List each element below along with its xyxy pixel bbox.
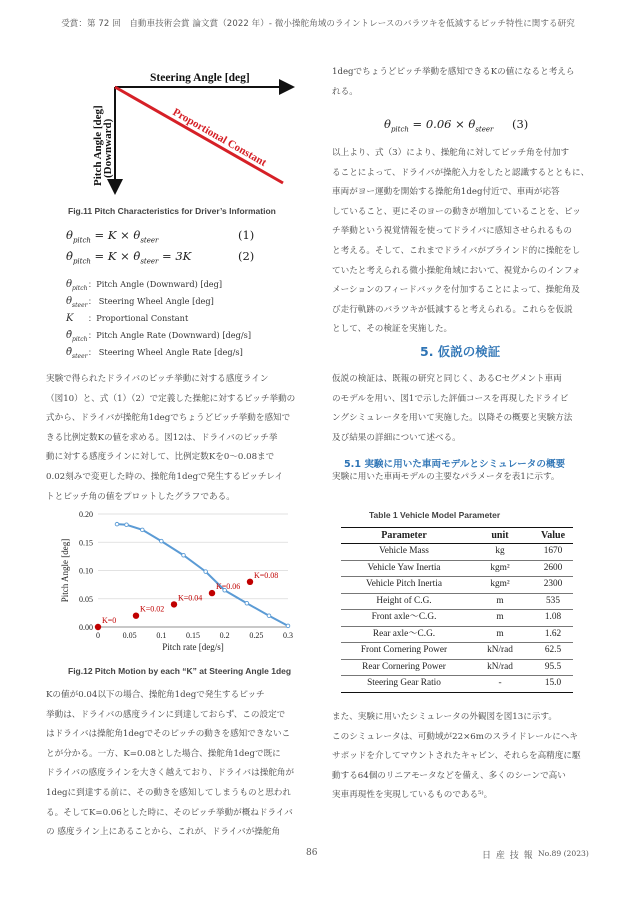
text-line: のモデルを用い、図1で示した評価コースを再現したドライビ bbox=[332, 393, 569, 404]
table-row bbox=[341, 577, 573, 594]
text-line: していること、更にそのヨーの動きが増加していることを、ピッ bbox=[332, 206, 581, 217]
table-cell: kg bbox=[467, 544, 533, 561]
right-paragraph-4 bbox=[332, 708, 594, 806]
sensitivity-point bbox=[125, 523, 129, 527]
table-cell: kN/rad bbox=[467, 643, 533, 660]
k-point-label: K=0 bbox=[102, 616, 117, 625]
table-cell: Vehicle Mass bbox=[341, 544, 467, 561]
table-header-row bbox=[341, 528, 573, 544]
table-cell: kN/rad bbox=[467, 659, 533, 676]
text-line: 式から、ドライバが操舵角1degでちょうどピッチ挙動を感知で bbox=[46, 413, 291, 424]
table-cell: - bbox=[467, 676, 533, 693]
section-5-title: 5. 仮説の検証 bbox=[420, 344, 501, 359]
sensitivity-point bbox=[286, 624, 290, 628]
text-line: 仮説の検証は、既報の研究と同じく、あるCセグメント車両 bbox=[332, 374, 562, 384]
k-point bbox=[247, 579, 253, 585]
fig11-line-label: Proportional Constant bbox=[170, 106, 269, 170]
page-number: 86 bbox=[306, 848, 318, 858]
journal-issue: No.89 (2023) bbox=[538, 849, 589, 858]
fig11-left-axis-label-1: Pitch Angle [deg] bbox=[92, 105, 104, 186]
sensitivity-point bbox=[160, 539, 164, 543]
table-cell: 535 bbox=[533, 593, 573, 610]
equation-2: $\thetȧ_{pitch} = K$ × $\thetȧ_{steer} = 3K$ bbox=[66, 249, 192, 266]
text-line: このシミュレータは、可動域が22×6mのスライドレールにヘキ bbox=[332, 731, 578, 742]
table-cell: Steering Gear Ratio bbox=[341, 676, 467, 693]
x-tick-label: 0.25 bbox=[249, 631, 264, 640]
table-cell: m bbox=[467, 626, 533, 643]
x-axis-label: Pitch rate [deg/s] bbox=[162, 642, 224, 652]
journal-name: 日 産 技 報 bbox=[482, 851, 534, 861]
k-point-label: K=0.04 bbox=[178, 593, 203, 603]
table-cell: m bbox=[467, 610, 533, 627]
text-line: メーションのフィードバックを付加することによって、操舵角及 bbox=[332, 285, 580, 296]
table-row bbox=[341, 659, 573, 676]
text-line: 実験で得られたドライバのピッチ挙動に対する感度ライン bbox=[46, 374, 269, 384]
variable-row: $\theta_{pitch}$：Pitch Angle (Downward) [deg] bbox=[66, 279, 223, 292]
text-line: 実験に用いた車両モデルの主要なパラメータを表1に示す。 bbox=[332, 472, 560, 482]
table-cell: 95.5 bbox=[533, 659, 573, 676]
table-header-cell: Parameter bbox=[341, 528, 467, 544]
table-row bbox=[341, 626, 573, 643]
k-point-label: K=0.06 bbox=[216, 582, 241, 592]
text-line: サポッドを介してマウントされたキャビン、それらを高精度に駆 bbox=[332, 751, 581, 762]
table-row bbox=[341, 676, 573, 693]
right-paragraph-3 bbox=[332, 468, 594, 488]
k-point-label: K=0.02 bbox=[140, 604, 165, 614]
table-cell: 2600 bbox=[533, 560, 573, 577]
fig12-chart bbox=[50, 500, 306, 660]
right-paragraph-0 bbox=[332, 63, 594, 102]
table-cell: m bbox=[467, 593, 533, 610]
vehicle-parameter-table bbox=[341, 527, 573, 693]
y-tick-label: 0.15 bbox=[79, 538, 93, 548]
fig11-diagram bbox=[88, 68, 298, 198]
table-header-cell: Value bbox=[533, 528, 573, 544]
table-header-cell: unit bbox=[467, 528, 533, 544]
text-line: きる比例定数Kの値を求める。図12は、ドライバのピッチ挙 bbox=[46, 432, 278, 443]
text-line: ドライバの感度ラインを大きく越えており、ドライバは操舵角が bbox=[46, 768, 295, 779]
equation-3: $\theta_{pitch} = 0.06 \times \theta_{steer}$ bbox=[384, 117, 494, 134]
text-line: Kの値が0.04以下の場合、操舵角1degで発生するピッチ bbox=[46, 690, 265, 700]
right-paragraph-2 bbox=[332, 370, 594, 448]
table-cell: Rear Cornering Power bbox=[341, 659, 467, 676]
variable-row: K ：Proportional Constant bbox=[66, 313, 189, 324]
k-point bbox=[171, 601, 177, 607]
table-row bbox=[341, 593, 573, 610]
table-row bbox=[341, 610, 573, 627]
running-header: 受賞：第 72 回 自動車技術会賞 論文賞（2022 年）- 微小操舵角域のライントレースのバラツキを低減するピッチ特性に関する研究 bbox=[61, 19, 575, 29]
text-line: 挙動は、ドライバの感度ラインに到達しておらず、この設定で bbox=[46, 709, 286, 720]
x-tick-label: 0 bbox=[96, 631, 100, 640]
text-line: の 感度ライン上にあることから、これが、ドライバが操舵角 bbox=[46, 827, 281, 838]
text-line: また、実験に用いたシミュレータの外観図を図13に示す。 bbox=[332, 712, 557, 722]
x-tick-label: 0.1 bbox=[156, 631, 167, 640]
text-line: トとピッチ角の値をプロットしたグラフである。 bbox=[46, 491, 235, 502]
fig11-proportional-line bbox=[115, 87, 283, 183]
sensitivity-point bbox=[267, 614, 271, 618]
table-cell: kgm² bbox=[467, 577, 533, 594]
table-cell: Front Cornering Power bbox=[341, 643, 467, 660]
y-tick-label: 0.10 bbox=[79, 566, 93, 576]
y-tick-label: 0.05 bbox=[79, 594, 93, 604]
table-cell: 2300 bbox=[533, 577, 573, 594]
left-paragraph-2 bbox=[46, 686, 308, 843]
table1-caption: Table 1 Vehicle Model Parameter bbox=[369, 510, 501, 520]
text-line: とが分かる。一方、K=0.08とした場合、操舵角1degで既に bbox=[46, 748, 281, 759]
text-line: び走行軌跡のバラツキが低減すると考えられる。これらを仮説 bbox=[332, 304, 573, 315]
text-line: 実車再現性を実現しているものである⁵⁾。 bbox=[332, 790, 493, 801]
table-cell: Front axle〜C.G. bbox=[341, 610, 467, 627]
text-line: れる。 bbox=[332, 86, 358, 97]
text-line: として、その検証を実施した。 bbox=[332, 324, 453, 335]
fig11-caption: Fig.11 Pitch Characteristics for Driver’s Information bbox=[68, 206, 276, 216]
sensitivity-point bbox=[182, 553, 186, 557]
text-line: ることによって、ドライバが操舵入力をしたと認識するとともに、 bbox=[332, 167, 590, 178]
y-tick-label: 0.20 bbox=[79, 510, 93, 519]
right-paragraph-1 bbox=[332, 144, 594, 340]
variable-row: $\thetȧ_{steer}$： Steering Wheel Angle Rate [deg/s] bbox=[66, 347, 243, 360]
text-line: 車両がヨー運動を開始する操舵角1deg付近で、車両が応答 bbox=[332, 187, 560, 198]
k-point bbox=[95, 624, 101, 630]
x-tick-label: 0.15 bbox=[186, 631, 200, 640]
text-line: 及び結果の詳細について述べる。 bbox=[332, 432, 461, 443]
x-tick-label: 0.2 bbox=[219, 631, 230, 640]
sensitivity-point bbox=[204, 570, 208, 574]
variable-row: $\theta_{steer}$： Steering Wheel Angle [deg] bbox=[66, 296, 214, 309]
table-cell: Vehicle Yaw Inertia bbox=[341, 560, 467, 577]
sensitivity-point bbox=[115, 522, 119, 526]
text-line: 以上より、式（3）により、操舵角に対してピッチ角を付加す bbox=[332, 148, 570, 158]
variable-list bbox=[66, 276, 251, 361]
table-row bbox=[341, 544, 573, 561]
table-cell: 1.08 bbox=[533, 610, 573, 627]
k-point bbox=[133, 613, 139, 619]
y-axis-label: Pitch Angle [deg] bbox=[60, 538, 70, 603]
y-tick-label: 0.00 bbox=[79, 623, 93, 632]
text-line: る。そしてK=0.06とした時に、そのピッチ挙動が概ねドライバ bbox=[46, 807, 293, 818]
section-5-1-title: 5.1 実験に用いた車両モデルとシミュレータの概要 bbox=[344, 459, 566, 470]
x-tick-label: 0.05 bbox=[122, 631, 137, 640]
table-row bbox=[341, 643, 573, 660]
table-cell: kgm² bbox=[467, 560, 533, 577]
text-line: 1degでちょうどピッチ挙動を感知できるKの値になると考えら bbox=[332, 67, 575, 77]
text-line: 動に対する感度ラインに対して、比例定数Kを0～0.08まで bbox=[46, 452, 275, 463]
table-row bbox=[341, 560, 573, 577]
table-cell: Rear axle〜C.G. bbox=[341, 626, 467, 643]
text-line: ていたと考えられる微小操舵角域において、視覚からのインフォ bbox=[332, 265, 581, 276]
text-line: 動する64個のリニアモータなどを備え、多くのシーンで高い bbox=[332, 770, 566, 781]
fig11-left-axis-label-2: (Downward) bbox=[102, 118, 114, 178]
x-tick-label: 0.3 bbox=[283, 631, 293, 640]
table-cell: 1670 bbox=[533, 544, 573, 561]
text-line: と考える。そして、これまでドライバがブラインド的に操舵をし bbox=[332, 245, 581, 256]
text-line: チ挙動という視覚情報を使ってドライバに感知させられるもの bbox=[332, 226, 573, 237]
table-cell: Vehicle Pitch Inertia bbox=[341, 577, 467, 594]
text-line: 1degに到達する前に、その動きを感知してしまうものと思われ bbox=[46, 787, 291, 798]
sensitivity-point bbox=[245, 601, 249, 605]
k-point-label: K=0.08 bbox=[254, 570, 279, 580]
text-line: ングシミュレータを用いて実施した。以降その概要と実験方法 bbox=[332, 413, 573, 424]
text-line: 0.02刻みで変更した時の、操舵角1degで発生するピッチレイ bbox=[46, 471, 284, 482]
equation-3-number: (3) bbox=[512, 117, 529, 131]
fig11-top-axis-label: Steering Angle [deg] bbox=[150, 72, 250, 84]
k-point bbox=[209, 590, 215, 596]
table-cell: 1.62 bbox=[533, 626, 573, 643]
table-cell: 62.5 bbox=[533, 643, 573, 660]
fig12-caption: Fig.12 Pitch Motion by each “K” at Steering Angle 1deg bbox=[68, 666, 292, 676]
table-cell: Height of C.G. bbox=[341, 593, 467, 610]
variable-row: $\thetȧ_{pitch}$：Pitch Angle Rate (Downward) [deg/s] bbox=[66, 330, 252, 343]
sensitivity-point bbox=[141, 528, 145, 532]
equation-2-number: (2) bbox=[238, 249, 255, 263]
equation-1: $\theta_{pitch} = K \times \theta_{steer}$ bbox=[66, 228, 159, 245]
table-cell: 15.0 bbox=[533, 676, 573, 693]
equation-1-number: (1) bbox=[238, 228, 255, 242]
text-line: （図10）と、式（1）（2）で定義した操舵に対するピッチ挙動の bbox=[46, 393, 296, 404]
text-line: はドライバは操舵角1degでそのピッチの動きを感知できないこ bbox=[46, 729, 291, 740]
left-paragraph-1 bbox=[46, 370, 308, 507]
